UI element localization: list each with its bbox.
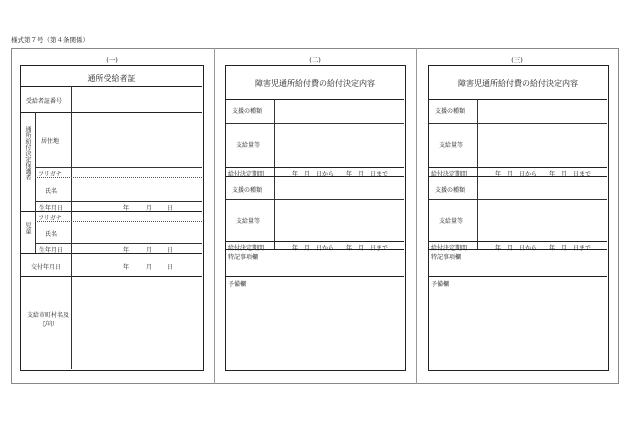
child-birthdate-label: 生年月日	[39, 247, 64, 254]
child-furigana-label: フリガナ	[38, 215, 62, 222]
reserve-label: 予備欄	[431, 281, 450, 288]
period-label: 給付決定期間	[431, 245, 468, 252]
guardian-group-label: 通所給付決定保護者	[24, 126, 31, 180]
certificate-table	[20, 65, 204, 371]
guardian-birthdate-label: 生年月日	[39, 205, 64, 212]
support-amount-label: 支給量等	[439, 142, 464, 149]
decision-table-3	[428, 65, 609, 371]
year-label: 年	[123, 264, 130, 271]
address-label: 居住地	[41, 138, 60, 145]
decision-table-2	[225, 65, 406, 371]
decision-title-2: 障害児通所給付費の給付決定内容	[255, 79, 375, 88]
day-label: 日	[167, 247, 174, 254]
support-type-label: 支援の種類	[435, 187, 466, 194]
year-label: 年	[123, 247, 130, 254]
child-group-label: 児童	[24, 222, 31, 234]
period-text: 年 月 日から 年 月 日まで	[292, 245, 389, 252]
special-notes-label: 特記事項欄	[431, 254, 462, 261]
certificate-title: 通所受給者証	[87, 74, 136, 83]
support-type-label: 支援の種類	[435, 108, 466, 115]
child-name-label: 氏名	[45, 231, 58, 238]
support-type-label: 支援の種類	[232, 108, 263, 115]
month-label: 月	[146, 205, 153, 212]
special-notes-label: 特記事項欄	[228, 254, 259, 261]
period-label: 給付決定期間	[431, 171, 468, 178]
panel-divider	[416, 48, 417, 384]
period-label: 給付決定期間	[228, 245, 265, 252]
period-text: 年 月 日から 年 月 日まで	[495, 171, 592, 178]
day-label: 日	[167, 205, 174, 212]
period-label: 給付決定期間	[228, 171, 265, 178]
certificate-number-label: 受給者証番号	[26, 98, 63, 105]
year-label: 年	[123, 205, 130, 212]
issue-date-label: 交付年月日	[31, 264, 62, 271]
guardian-name-label: 氏名	[45, 188, 58, 195]
guardian-furigana-label: フリガナ	[38, 171, 62, 178]
form-number: 様式第７号（第４条関係）	[11, 36, 89, 44]
support-amount-label: 支給量等	[236, 142, 261, 149]
support-type-label: 支援の種類	[232, 187, 263, 194]
month-label: 月	[146, 247, 153, 254]
month-label: 月	[146, 264, 153, 271]
support-amount-label: 支給量等	[439, 218, 464, 225]
period-text: 年 月 日から 年 月 日まで	[292, 171, 389, 178]
municipality-label: 支給市町村名及び印	[27, 312, 70, 328]
panel-label-1: (一)	[106, 56, 118, 64]
support-amount-label: 支給量等	[236, 218, 261, 225]
panel-label-3: (三)	[511, 56, 523, 64]
period-text: 年 月 日から 年 月 日まで	[495, 245, 592, 252]
day-label: 日	[167, 264, 174, 271]
panel-label-2: (二)	[309, 56, 321, 64]
decision-title-3: 障害児通所給付費の給付決定内容	[458, 79, 578, 88]
panel-divider	[214, 48, 215, 384]
reserve-label: 予備欄	[228, 281, 247, 288]
